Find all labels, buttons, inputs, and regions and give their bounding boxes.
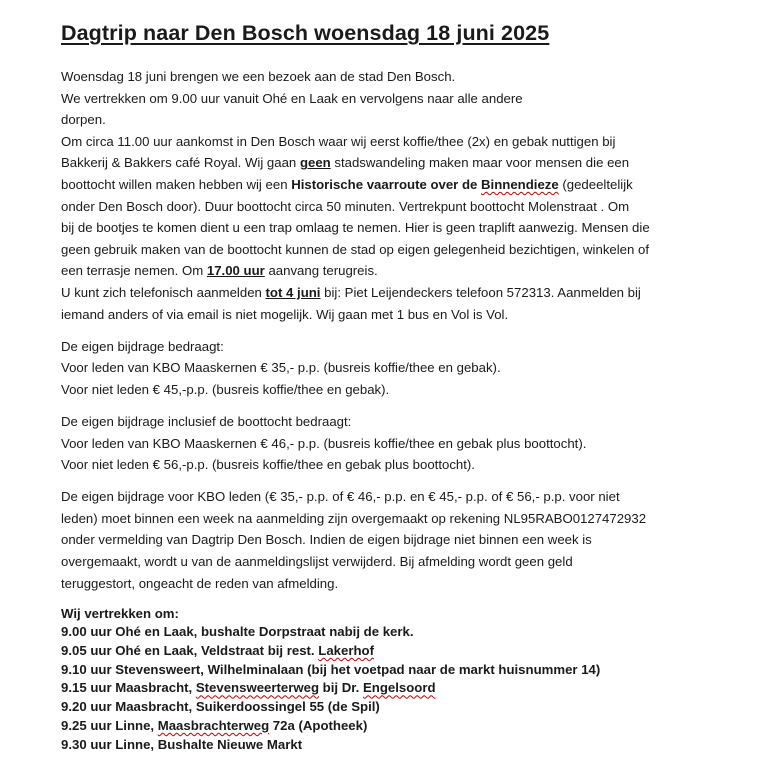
intro-line-4: Om circa 11.00 uur aankomst in Den Bosch waar wij eerst koffie/thee (2x) en gebak nuttigen bij xyxy=(61,133,616,149)
departure-heading: Wij vertrekken om: xyxy=(61,605,179,621)
contribution-boat-members: Voor leden van KBO Maaskernen € 46,- p.p. (busreis koffie/thee en gebak plus boottocht). xyxy=(61,435,587,451)
payment-line-3: onder vermelding van Dagtrip Den Bosch. Indien de eigen bijdrage niet binnen een week is xyxy=(61,532,592,548)
intro-line-2: We vertrekken om 9.00 uur vanuit Ohé en Laak en vervolgens naar alle andere xyxy=(61,90,523,106)
intro-line-11: U kunt zich telefonisch aanmelden tot 4 juni bij: Piet Leijendeckers telefoon 572313. Aanmelden bij xyxy=(61,284,641,300)
emphasis-return-time: 17.00 uur xyxy=(206,263,265,279)
payment-line-1: De eigen bijdrage voor KBO leden (€ 35,- p.p. of € 46,- p.p. en € 45,- p.p. of € 56,- p.p. voor niet xyxy=(61,489,620,505)
departure-item-7: 9.30 uur Linne, Bushalte Nieuwe Markt xyxy=(61,736,303,752)
intro-line-7: onder Den Bosch door). Duur boottocht circa 50 minuten. Vertrekpunt boottocht Molenstraat . Om xyxy=(61,198,630,214)
contribution-section xyxy=(61,336,711,401)
contribution-boat-heading: De eigen bijdrage inclusief de boottocht bedraagt: xyxy=(61,413,352,429)
payment-paragraph xyxy=(61,486,711,594)
emphasis-vaarroute: Historische vaarroute over de xyxy=(291,176,482,192)
emphasis-binnendieze: Binnendieze xyxy=(481,176,559,192)
document-title: Dagtrip naar Den Bosch woensdag 18 juni 2025 xyxy=(61,21,550,45)
emphasis-deadline: tot 4 juni xyxy=(265,284,321,300)
contribution-boat-non-members: Voor niet leden € 56,-p.p. (busreis koffie/thee en gebak plus boottocht). xyxy=(61,457,475,473)
departure-item-5: 9.20 uur Maasbracht, Suikerdoossingel 55 (de Spil) xyxy=(61,699,380,715)
departure-item-2: 9.05 uur Ohé en Laak, Veldstraat bij rest. Lakerhof xyxy=(61,643,374,659)
departure-item-3: 9.10 uur Stevensweert, Wilhelminalaan (bij het voetpad naar de markt huisnummer 14) xyxy=(61,661,601,677)
contribution-boat-section xyxy=(61,411,711,476)
departure-item-1: 9.00 uur Ohé en Laak, bushalte Dorpstraat nabij de kerk. xyxy=(61,624,414,640)
intro-line-5: Bakkerij & Bakkers café Royal. Wij gaan geen stadswandeling maken maar voor mensen die een xyxy=(61,155,630,171)
document-page xyxy=(61,18,711,754)
intro-line-12: iemand anders of via email is niet mogelijk. Wij gaan met 1 bus en Vol is Vol. xyxy=(61,306,509,322)
contribution-members: Voor leden van KBO Maaskernen € 35,- p.p. (busreis koffie/thee en gebak). xyxy=(61,360,501,376)
departure-list xyxy=(61,605,711,755)
intro-paragraph xyxy=(61,66,711,325)
intro-line-3: dorpen. xyxy=(61,112,106,128)
payment-line-2: leden) moet binnen een week na aanmelding zijn overgemaakt op rekening NL95RABO0127472932 xyxy=(61,510,647,526)
departure-item-6: 9.25 uur Linne, Maasbrachterweg 72a (Apotheek) xyxy=(61,717,368,733)
intro-line-9: geen gebruik maken van de boottocht kunnen de stad op eigen gelegenheid bezichtigen, winkelen of xyxy=(61,241,650,257)
intro-line-8: bij de bootjes te komen dient u een trap omlaag te nemen. Hier is geen traplift aanwezig. Mensen die xyxy=(61,220,650,236)
intro-line-10: een terrasje nemen. Om 17.00 uur aanvang terugreis. xyxy=(61,263,378,279)
contribution-heading: De eigen bijdrage bedraagt: xyxy=(61,338,224,354)
departure-item-4: 9.15 uur Maasbracht, Stevensweerterweg bij Dr. Engelsoord xyxy=(61,680,436,696)
contribution-non-members: Voor niet leden € 45,-p.p. (busreis koffie/thee en gebak). xyxy=(61,381,390,397)
intro-line-6: boottocht willen maken hebben wij een Historische vaarroute over de Binnendieze (gedeeltelijk xyxy=(61,176,633,192)
emphasis-geen: geen xyxy=(299,155,331,171)
payment-line-4: overgemaakt, wordt u van de aanmeldingslijst verwijderd. Bij afmelding wordt geen geld xyxy=(61,553,573,569)
intro-line-1: Woensdag 18 juni brengen we een bezoek aan de stad Den Bosch. xyxy=(61,69,456,84)
payment-line-5: teruggestort, ongeacht de reden van afmelding. xyxy=(61,575,339,591)
